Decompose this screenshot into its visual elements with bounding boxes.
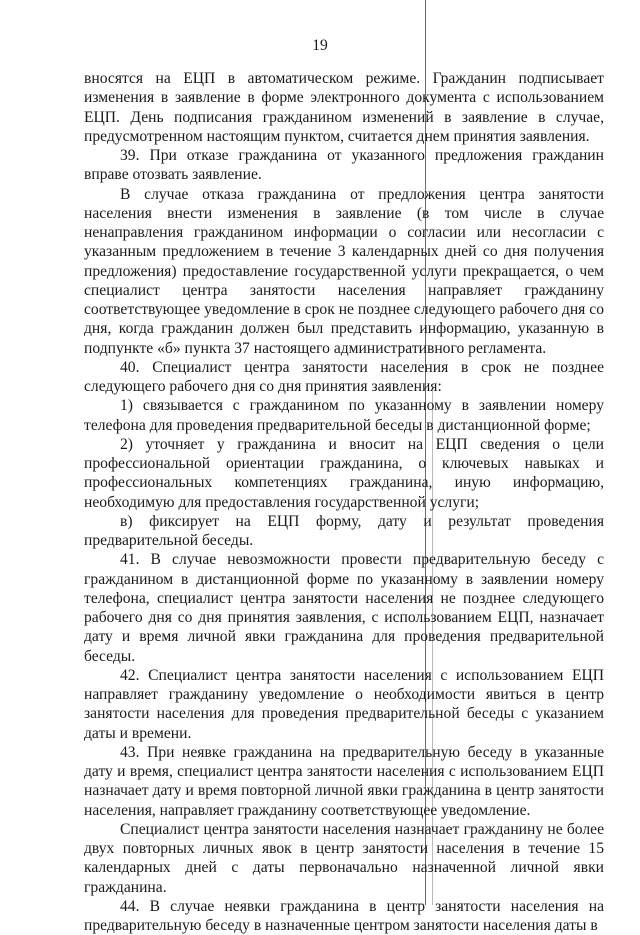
paragraph-43: 43. При неявке гражданина на предварительную беседу в указанные дату и время, специалист центра занятости населения с использованием ЕЦП назначает дату и время повторной личной явки гражданина в центр занятости населения, направляет гражданину соответствующее уведомление.: [84, 743, 604, 819]
paragraph-42: 42. Специалист центра занятости населения с использованием ЕЦП направляет гражданину уведомление о необходимости явиться в центр занятости населения для проведения предварительной беседы с указанием даты и времени.: [84, 666, 604, 742]
page-number: 19: [312, 37, 328, 54]
paragraph-continuation: вносятся на ЕЦП в автоматическом режиме. Гражданин подписывает изменения в заявление в форме электронного документа с использованием ЕЦП. День подписания гражданином изменений в заявление в случае, предусмотренном настоящим пунктом, считается днем принятия заявления.: [84, 70, 604, 145]
paragraph-refusal: В случае отказа гражданина от предложения центра занятости населения внести изменения в заявление (в том числе в случае ненаправления гражданином информации о согласии или несогласии с указанным предложением в течение 3 календарных дней со дня получения предложения) предоставление государственной услуги прекращается, о чем специалист центра занятости населения направляет гражданину соответствующее уведомление в срок не позднее следующего рабочего дня со дня, когда гражданин должен был представить информацию, указанную в подпункте «б» пункта 37 настоящего административного регламента.: [84, 185, 604, 357]
paragraph-40-item-1: 1) связывается с гражданином по указанному в заявлении номеру телефона для проведения предварительной беседы в дистанционной форме;: [84, 397, 604, 434]
paragraph-43-repeat-visits: Специалист центра занятости населения назначает гражданину не более двух повторных личных явок в центр занятости населения в течение 15 календарных дней с даты первоначально назначенной личной явки гражданина.: [84, 820, 604, 896]
paragraph-44: 44. В случае неявки гражданина в центр занятости населения на предварительную беседу в назначенные центром занятости населения даты в: [84, 897, 604, 934]
paragraph-39: 39. При отказе гражданина от указанного предложения гражданин вправе отозвать заявление.: [84, 147, 604, 184]
paragraph-40-item-2: 2) уточняет у гражданина и вносит на ЕЦП сведения о цели профессиональной ориентации гражданина, о ключевых навыках и профессиональных компетенциях гражданина, иную информацию, необходимую для предоставления государственной услуги;: [84, 435, 604, 511]
paragraph-40: 40. Специалист центра занятости населения в срок не позднее следующего рабочего дня со дня принятия заявления:: [84, 358, 604, 395]
paragraph-40-item-3: в) фиксирует на ЕЦП форму, дату и результат проведения предварительной беседы.: [84, 512, 604, 549]
document-body: [84, 69, 604, 935]
paragraph-41: 41. В случае невозможности провести предварительную беседу с гражданином в дистанционной форме по указанному в заявлении номеру телефона, специалист центра занятости населения не позднее следующего рабочего дня со дня принятия заявления, с использованием ЕЦП, назначает дату и время личной явки гражданина для проведения предварительной беседы.: [84, 551, 604, 665]
